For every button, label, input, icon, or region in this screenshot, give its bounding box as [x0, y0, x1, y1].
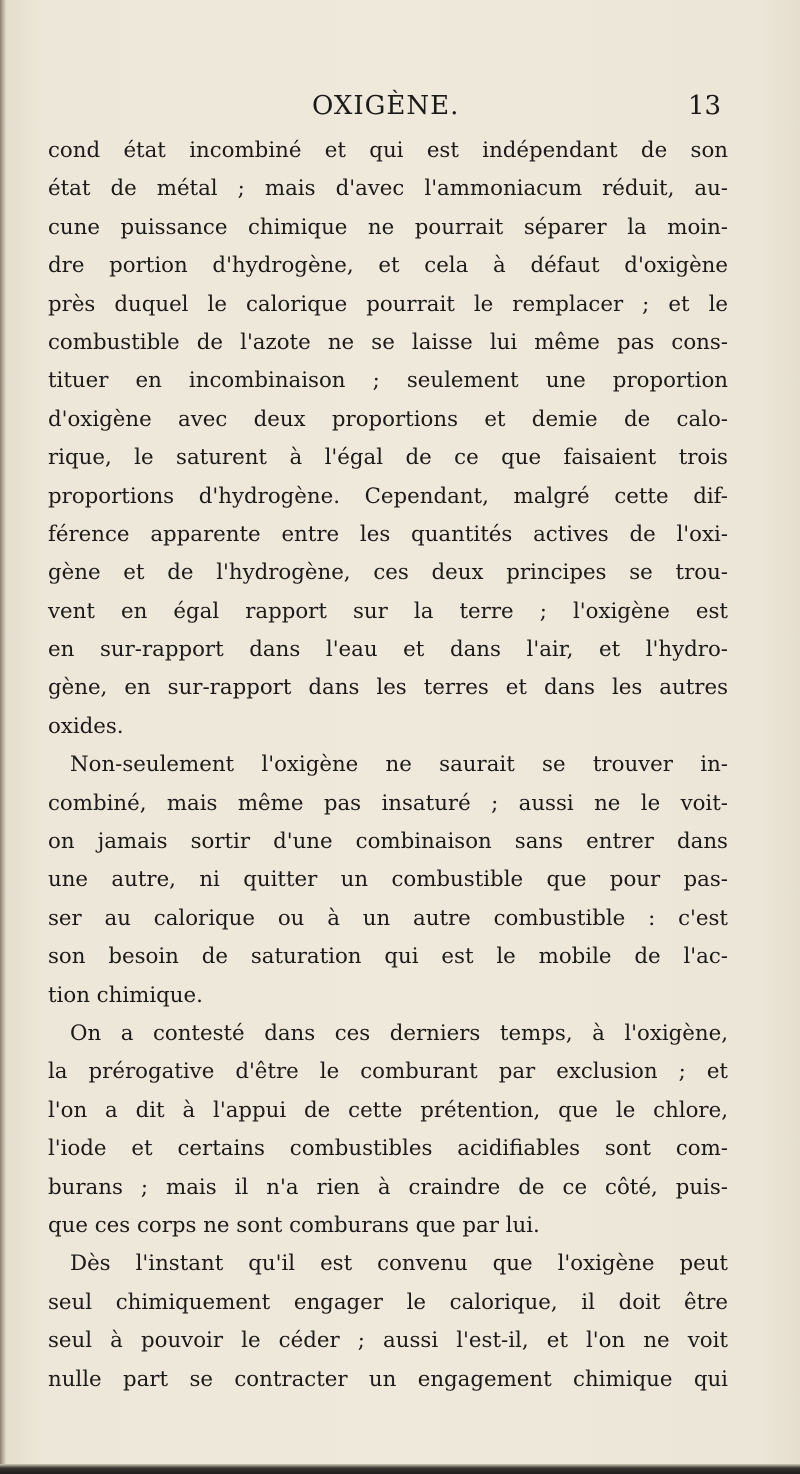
text-line: dre portion d'hydrogène, et cela à défaut d'oxigène	[48, 253, 728, 279]
text-line: tituer en incombinaison ; seulement une proportion	[48, 368, 728, 394]
text-line: seul à pouvoir le céder ; aussi l'est-il, et l'on ne voit	[48, 1328, 728, 1354]
text-line: d'oxigène avec deux proportions et demie de calo-	[48, 406, 728, 432]
text-line: combiné, mais même pas insaturé ; aussi ne le voit-	[48, 790, 728, 816]
text-line: ser au calorique ou à un autre combustible : c'est	[48, 905, 728, 931]
text-line: cond état incombiné et qui est indépendant de son	[48, 138, 728, 163]
text-line: gène et de l'hydrogène, ces deux principes se trou-	[48, 560, 728, 586]
text-line: en sur-rapport dans l'eau et dans l'air, et l'hydro-	[48, 637, 728, 663]
text-line: son besoin de saturation qui est le mobile de l'ac-	[48, 944, 728, 970]
paragraph-start: On a contesté dans ces derniers temps, à l'oxigène,	[70, 1020, 728, 1046]
binding-edge	[0, 0, 6, 1474]
paragraph-start: Non-seulement l'oxigène ne saurait se trouver in-	[70, 752, 728, 778]
text-line: combustible de l'azote ne se laisse lui même pas cons-	[48, 329, 728, 355]
page-number: 13	[688, 91, 722, 121]
running-header	[0, 86, 800, 126]
text-line: l'iode et certains combustibles acidifiables sont com-	[48, 1136, 728, 1162]
text-line: état de métal ; mais d'avec l'ammoniacum réduit, au-	[48, 176, 728, 202]
text-line: près duquel le calorique pourrait le remplacer ; et le	[48, 291, 728, 317]
text-line: la prérogative d'être le comburant par exclusion ; et	[48, 1059, 728, 1085]
text-line: férence apparente entre les quantités actives de l'oxi-	[48, 521, 728, 547]
running-title: OXIGÈNE.	[312, 91, 460, 121]
text-line: que ces corps ne sont comburans que par lui.	[48, 1212, 540, 1238]
text-line: burans ; mais il n'a rien à craindre de ce côté, puis-	[48, 1174, 728, 1200]
text-line: une autre, ni quitter un combustible que pour pas-	[48, 867, 728, 893]
text-line: on jamais sortir d'une combinaison sans entrer dans	[48, 829, 728, 855]
text-line: proportions d'hydrogène. Cependant, malgré cette dif-	[48, 483, 728, 509]
text-line: rique, le saturent à l'égal de ce que faisaient trois	[48, 445, 728, 471]
text-line: cune puissance chimique ne pourrait séparer la moin-	[48, 214, 728, 240]
text-line: tion chimique.	[48, 982, 203, 1008]
text-line: l'on a dit à l'appui de cette prétention, que le chlore,	[48, 1097, 728, 1123]
text-line: gène, en sur-rapport dans les terres et dans les autres	[48, 675, 728, 701]
text-line: seul chimiquement engager le calorique, il doit être	[48, 1289, 728, 1315]
text-line: oxides.	[48, 713, 124, 739]
text-line: nulle part se contracter un engagement chimique qui	[48, 1366, 728, 1392]
body-text	[48, 132, 728, 1399]
text-line: vent en égal rapport sur la terre ; l'oxigène est	[48, 598, 728, 624]
paragraph-start: Dès l'instant qu'il est convenu que l'oxigène peut	[70, 1251, 728, 1277]
page-bottom-edge	[0, 1464, 800, 1474]
